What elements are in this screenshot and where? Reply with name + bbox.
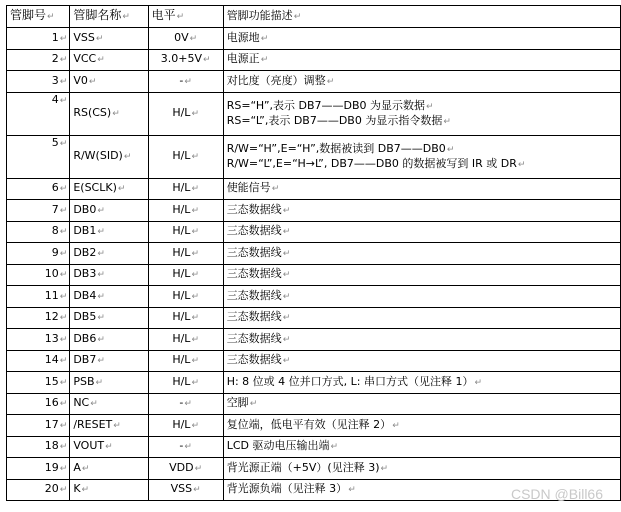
header-pin-no: 管脚号↵	[7, 6, 70, 28]
description-line: 三态数据线↵	[226, 310, 291, 324]
description-line: 复位端，低电平有效（见注释 2）↵	[226, 417, 400, 431]
pin-level: H/L↵	[148, 178, 223, 200]
pin-name: DB3↵	[70, 264, 148, 286]
table-row	[7, 243, 621, 265]
pin-name: PSB↵	[70, 372, 148, 394]
pin-number: 2↵	[7, 49, 70, 71]
pin-description	[223, 135, 620, 178]
pin-level: H/L↵	[148, 286, 223, 308]
pin-number: 6↵	[7, 178, 70, 200]
pin-description	[223, 286, 620, 308]
pin-number: 15↵	[7, 372, 70, 394]
table-row	[7, 71, 621, 93]
pin-name: DB1↵	[70, 221, 148, 243]
pin-name: RS(CS)↵	[70, 92, 148, 135]
pin-name: VOUT↵	[70, 436, 148, 458]
pin-name: VSS↵	[70, 28, 148, 50]
description-line: 三态数据线↵	[226, 224, 291, 238]
table-row	[7, 135, 621, 178]
pin-description	[223, 458, 620, 480]
pin-description	[223, 200, 620, 222]
description-line: 三态数据线↵	[226, 353, 291, 367]
description-line: 电源正↵	[226, 52, 269, 66]
table-body	[7, 28, 621, 501]
table-row	[7, 372, 621, 394]
pin-description	[223, 415, 620, 437]
pin-description	[223, 178, 620, 200]
table-row	[7, 436, 621, 458]
header-description: 管脚功能描述↵	[223, 6, 620, 28]
pin-number: 4↵	[7, 92, 70, 135]
pin-description	[223, 350, 620, 372]
pin-description	[223, 28, 620, 50]
pin-description	[223, 436, 620, 458]
table-row	[7, 178, 621, 200]
description-line: 背光源正端（+5V）(见注释 3)↵	[226, 460, 389, 474]
pin-description	[223, 329, 620, 351]
description-line: 三态数据线↵	[226, 288, 291, 302]
description-line: 三态数据线↵	[226, 245, 291, 259]
pin-level: H/L↵	[148, 200, 223, 222]
pin-number: 11↵	[7, 286, 70, 308]
pin-level: H/L↵	[148, 307, 223, 329]
pin-name: DB0↵	[70, 200, 148, 222]
table-row	[7, 286, 621, 308]
description-line: 对比度（亮度）调整↵	[226, 73, 335, 87]
pin-number: 16↵	[7, 393, 70, 415]
pin-name: /RESET↵	[70, 415, 148, 437]
table-row	[7, 415, 621, 437]
pin-number: 5↵	[7, 135, 70, 178]
pin-table	[6, 5, 621, 501]
description-line: RS=“H”,表示 DB7——DB0 为显示数据↵	[226, 98, 434, 112]
table-row	[7, 200, 621, 222]
pin-name: NC↵	[70, 393, 148, 415]
pin-description	[223, 264, 620, 286]
description-line: 电源地↵	[226, 30, 269, 44]
description-line: LCD 驱动电压输出端↵	[226, 439, 339, 453]
table-row	[7, 28, 621, 50]
pin-number: 1↵	[7, 28, 70, 50]
pin-level: H/L↵	[148, 329, 223, 351]
pin-number: 17↵	[7, 415, 70, 437]
description-line: R/W=“H”,E=“H”,数据被读到 DB7——DB0↵	[226, 141, 455, 155]
pin-description	[223, 372, 620, 394]
pin-description	[223, 71, 620, 93]
description-line: R/W=“L”,E=“H→L”, DB7——DB0 的数据被写到 IR 或 DR↵	[226, 156, 526, 170]
table-row	[7, 458, 621, 480]
pin-name: K↵	[70, 479, 148, 501]
header-level: 电平↵	[148, 6, 223, 28]
pin-number: 12↵	[7, 307, 70, 329]
pin-level: H/L↵	[148, 264, 223, 286]
table-row	[7, 350, 621, 372]
pin-number: 3↵	[7, 71, 70, 93]
pin-description	[223, 243, 620, 265]
pin-level: H/L↵	[148, 372, 223, 394]
table-row	[7, 264, 621, 286]
description-line: 三态数据线↵	[226, 202, 291, 216]
description-line: 空脚↵	[226, 396, 258, 410]
description-line: 三态数据线↵	[226, 267, 291, 281]
pin-level: H/L↵	[148, 350, 223, 372]
description-line: 三态数据线↵	[226, 331, 291, 345]
pin-description	[223, 92, 620, 135]
table-row	[7, 393, 621, 415]
pin-name: V0↵	[70, 71, 148, 93]
header-pin-name: 管脚名称↵	[70, 6, 148, 28]
pin-number: 7↵	[7, 200, 70, 222]
pin-level: H/L↵	[148, 135, 223, 178]
pin-number: 18↵	[7, 436, 70, 458]
pin-level: -↵	[148, 71, 223, 93]
pin-name: DB2↵	[70, 243, 148, 265]
pin-number: 19↵	[7, 458, 70, 480]
pin-name: A↵	[70, 458, 148, 480]
pin-number: 9↵	[7, 243, 70, 265]
pin-name: E(SCLK)↵	[70, 178, 148, 200]
description-line: 使能信号↵	[226, 181, 280, 195]
pin-level: -↵	[148, 393, 223, 415]
pin-name: R/W(SID)↵	[70, 135, 148, 178]
pin-level: VDD↵	[148, 458, 223, 480]
description-line: 背光源负端（见注释 3）↵	[226, 482, 356, 496]
pin-level: H/L↵	[148, 243, 223, 265]
pin-number: 13↵	[7, 329, 70, 351]
table-row	[7, 92, 621, 135]
pin-level: H/L↵	[148, 221, 223, 243]
pin-name: DB7↵	[70, 350, 148, 372]
pin-number: 8↵	[7, 221, 70, 243]
description-line: H: 8 位或 4 位并口方式, L: 串口方式（见注释 1）↵	[226, 374, 483, 388]
pin-level: 3.0+5V↵	[148, 49, 223, 71]
pin-number: 20↵	[7, 479, 70, 501]
table-row	[7, 221, 621, 243]
pin-description	[223, 221, 620, 243]
pin-description	[223, 307, 620, 329]
table-header-row	[7, 6, 621, 28]
pin-name: VCC↵	[70, 49, 148, 71]
pin-level: 0V↵	[148, 28, 223, 50]
pin-name: DB4↵	[70, 286, 148, 308]
pin-description	[223, 393, 620, 415]
pin-level: -↵	[148, 436, 223, 458]
watermark: CSDN @Bill66	[510, 486, 603, 502]
table-row	[7, 307, 621, 329]
pin-level: H/L↵	[148, 92, 223, 135]
pin-name: DB5↵	[70, 307, 148, 329]
pin-level: VSS↵	[148, 479, 223, 501]
pin-description	[223, 49, 620, 71]
pin-name: DB6↵	[70, 329, 148, 351]
table-row	[7, 329, 621, 351]
table-row	[7, 49, 621, 71]
pin-number: 14↵	[7, 350, 70, 372]
pin-level: H/L↵	[148, 415, 223, 437]
description-line: RS=“L”,表示 DB7——DB0 为显示指令数据↵	[226, 113, 451, 127]
pin-number: 10↵	[7, 264, 70, 286]
